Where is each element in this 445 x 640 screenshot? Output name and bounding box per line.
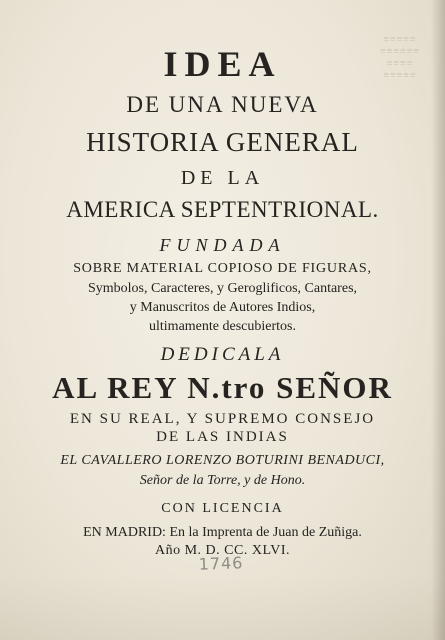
- dedication-consejo: EN SU REAL, Y SUPREMO CONSEJO: [69, 411, 376, 427]
- subtitle-line-symbolos: Symbolos, Caracteres, y Geroglificos, Cantares,: [87, 281, 358, 296]
- license-line: CON LICENCIA: [161, 501, 284, 516]
- imprint-year: Año M. D. CC. XLVI.: [155, 543, 290, 558]
- subtitle-line-material: SOBRE MATERIAL COPIOSO DE FIGURAS,: [73, 261, 372, 276]
- bleed-through-text: ≡≡≡≡≡ ≡≡≡≡≡≡ ≡≡≡≡ ≡≡≡≡≡: [380, 34, 420, 81]
- dedication-king: AL REY N.tro SEÑOR: [52, 370, 393, 405]
- handwritten-year: 1746: [198, 553, 244, 574]
- imprint-line: EN MADRID: En la Imprenta de Juan de Zuñiga.: [83, 525, 362, 540]
- subtitle-line-descubiertos: ultimamente descubiertos.: [149, 319, 296, 334]
- author-name: EL CAVALLERO LORENZO BOTURINI BENADUCI,: [60, 453, 385, 468]
- dedication-heading: DEDICALA: [160, 344, 285, 365]
- title-idea: IDEA: [163, 44, 282, 84]
- subtitle-line-manuscritos: y Manuscritos de Autores Indios,: [129, 300, 316, 315]
- title-de-la: DE LA: [180, 167, 265, 189]
- title-historia-general: HISTORIA GENERAL: [86, 127, 359, 157]
- title-de-una-nueva: DE UNA NUEVA: [126, 92, 319, 117]
- paper-stain: [0, 575, 445, 640]
- author-title: Señor de la Torre, y de Hono.: [139, 473, 306, 488]
- dedication-indias: DE LAS INDIAS: [156, 429, 289, 445]
- title-america-septentrional: AMERICA SEPTENTRIONAL.: [66, 197, 379, 222]
- subtitle-fundada: FUNDADA: [159, 235, 286, 255]
